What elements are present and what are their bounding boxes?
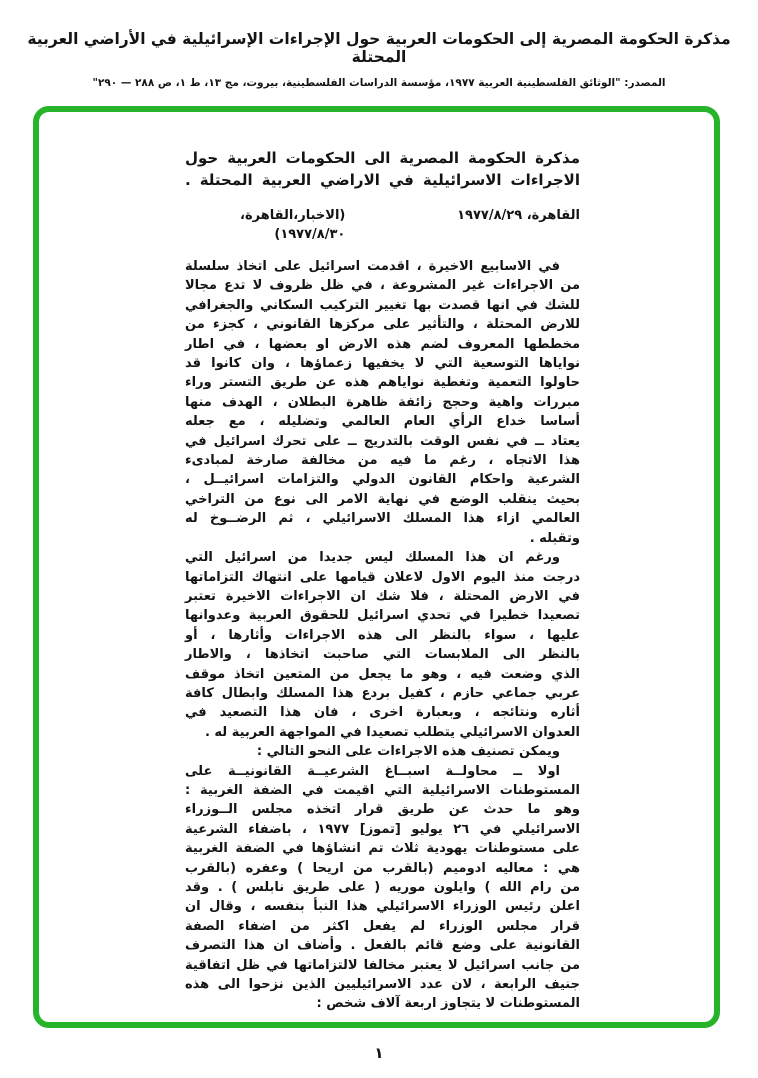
- text-line: درجت منذ اليوم الاول لاعلان قيامها على انتهاك التزاماتها: [185, 569, 580, 585]
- text-line: الذي وضعت فيه ، وهو ما يجعل من المتعين اتخاذ موقف: [185, 666, 580, 682]
- source-line: المصدر: "الوثائق الفلسطينية العربية ١٩٧٧، مؤسسة الدراسات الفلسطينية، بيروت، مج ١٣، ط ١، ص ٢٨٨ — ٢٩٠": [92, 77, 666, 89]
- page-header: [0, 30, 758, 89]
- text-line: اعلن رئيس الوزراء الاسرائيلي هذا النبأ بنفسه ، وقال ان: [185, 899, 580, 915]
- text-line: أساسا خداع الرأي العام العالمي وتضليله ، مع جعله: [185, 414, 580, 430]
- text-line: من جانب اسرائيل لا يعتبر مخالفا لالتزاماتها في ظل اتفاقية: [185, 957, 580, 973]
- document-frame: [33, 106, 720, 1028]
- text-line: نواياها التوسعية التي لا يخفيها زعماؤها ، وان كانوا قد: [185, 356, 580, 372]
- text-line: للارض المحتلة ، والتأثير على مركزها القانوني ، كجزء من: [185, 317, 580, 333]
- text-line: وتقبله .: [529, 530, 580, 546]
- document-title-line: مذكرة الحكومة المصرية الى الحكومات العربية حول: [185, 149, 580, 167]
- text-line: العالمي ازاء هذا المسلك الاسرائيلي ، ثم الرضــوخ له: [185, 511, 580, 527]
- text-line: وهو ما حدث عن طريق قرار اتخذه مجلس الــوزراء: [185, 802, 580, 818]
- page-number: ١: [374, 1044, 384, 1062]
- text-line: من الاجراءات غير المشروعة ، في ظل ظروف لا تدع مجالا: [185, 278, 580, 294]
- text-line: للشك في انها قصدت بها تغيير التركيب السكاني والجغرافي: [185, 297, 580, 313]
- text-line: جنيف الرابعة ، لان عدد الاسرائيليين الذين نزحوا الى هذه: [185, 977, 580, 993]
- text-line: الاسرائيلي في ٢٦ يوليو [تموز] ١٩٧٧ ، باضفاء الشرعية: [185, 821, 581, 837]
- dateline: [185, 206, 580, 244]
- text-line: بالنظر الى الملابسات التي صاحبت اتخاذها ، والاطار: [185, 647, 580, 663]
- document-content: [185, 147, 580, 1014]
- dateline-attribution: [240, 206, 345, 244]
- text-line: في الاسابيع الاخيرة ، اقدمت اسرائيل على اتخاذ سلسلة: [185, 259, 560, 274]
- text-line: قرار مجلس الوزراء لم يفعل اكثر من اضفاء الصفة: [185, 918, 580, 934]
- dateline-place-date: القاهرة، ١٩٧٧/٨/٢٩: [457, 208, 580, 223]
- text-line: على مستوطنات يهودية ثلاث تم انشاؤها في الضفة الغربية: [185, 841, 580, 857]
- text-line: مخططها المعروف لضم هذه الارض او بعضها ، في اطار: [185, 336, 580, 352]
- document-title: [185, 147, 580, 191]
- text-line: الشرعية واحكام القانون الدولي والتزامات اسرائيــل ،: [185, 472, 580, 488]
- dateline-attribution-line: ١٩٧٧/٨/٣٠): [274, 227, 346, 242]
- document-body: [185, 257, 580, 1014]
- text-line: من رام الله ) وايلون موريه ( على طريق نابلس ) . وقد: [185, 880, 580, 895]
- text-line: القانونية على وضع قائم بالفعل . وأضاف ان هذا التصرف: [185, 938, 580, 954]
- text-line: حاولوا التعمية وتغطية نواياهم هذه عن طريق التستر وراء: [185, 375, 580, 391]
- text-line: هي : معاليه ادوميم (بالقرب من اريحا ) وعفره (بالقرب: [185, 860, 580, 876]
- text-line: اولا ــ محاولــة اسبــاغ الشرعيــة القانونيــة على: [185, 763, 560, 779]
- header-title: مذكرة الحكومة المصرية إلى الحكومات العربية حول الإجراءات الإسرائيلية في الأراضي العربية المحتلة: [27, 30, 731, 66]
- text-line: المستوطنات الاسرائيلية التي اقيمت في الضفة الغربية :: [185, 782, 580, 798]
- text-line: مبررات واهية وحجج زائفة ظاهرة البطلان ، الهدف منها: [185, 394, 580, 410]
- text-line: المستوطنات لا يتجاوز اربعة آلاف شخص :: [316, 996, 580, 1012]
- text-line: يعتاد ــ في نفس الوقت بالتدريج ــ على تحرك اسرائيل في: [185, 433, 580, 449]
- document-title-line: الاجراءات الاسرائيلية في الاراضي العربية المحتلة .: [185, 171, 580, 189]
- text-line: العدوان الاسرائيلي يتطلب تصعيدا في المواجهة العربية له .: [204, 724, 580, 740]
- text-line: ويمكن تصنيف هذه الاجراءات على النحو التالي :: [256, 744, 560, 760]
- text-line: هذا الاتجاه ، رغم ما فيه من مخالفة صارخة لمبادىء: [185, 453, 580, 469]
- text-line: أثاره ونتائجه ، وبعبارة اخرى ، فان هذا التصعيد في: [185, 705, 580, 721]
- text-line: في الارض المحتلة ، فلا شك ان الاجراءات الاخيرة تعتبر: [185, 588, 580, 604]
- text-line: ورغم ان هذا المسلك ليس جديدا من اسرائيل التي: [185, 550, 560, 566]
- text-line: تصعيدا خطيرا في تحدي اسرائيل للحقوق العربية وعدوانها: [185, 608, 580, 624]
- text-line: بحيث ينقلب الوضع في نهاية الامر الى نوع من التراخي: [185, 491, 580, 507]
- text-line: عربي جماعي حازم ، كفيل بردع هذا المسلك وابطال كافة: [185, 685, 580, 701]
- text-line: عليها ، سواء بالنظر الى هذه الاجراءات وأثارها ، أو: [185, 627, 580, 643]
- dateline-attribution-line: (الاخبار،القاهرة،: [240, 208, 346, 223]
